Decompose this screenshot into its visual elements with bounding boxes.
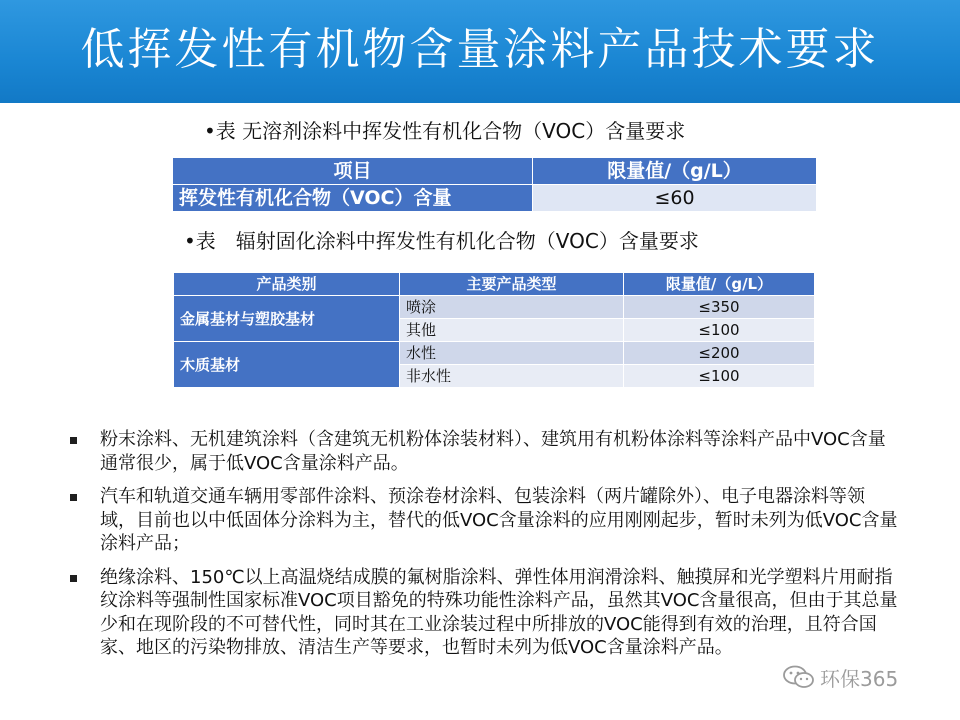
- table-cell: ≤60: [533, 185, 817, 212]
- table-row: [173, 185, 817, 212]
- square-bullet-icon: [70, 494, 77, 501]
- list-item: [70, 566, 900, 660]
- voc-table-radiation-curing: [173, 272, 815, 388]
- column-header: 主要产品类型: [400, 273, 624, 296]
- title-banner: [0, 0, 960, 103]
- table-header-row: [173, 158, 817, 185]
- watermark: [782, 664, 898, 690]
- category-cell: 金属基材与塑胶基材: [174, 296, 400, 342]
- wechat-icon: [782, 665, 816, 689]
- bullet-text: 粉末涂料、无机建筑涂料（含建筑无机粉体涂装材料）、建筑用有机粉体涂料等涂料产品中VOC含量通常很少，属于低VOC含量涂料产品。: [100, 429, 886, 474]
- table-header-row: [174, 273, 815, 296]
- table-cell: 挥发性有机化合物（VOC）含量: [173, 185, 533, 212]
- square-bullet-icon: [70, 575, 77, 582]
- table-cell: 其他: [400, 319, 624, 342]
- table-cell: ≤100: [624, 365, 815, 388]
- list-item: [70, 428, 900, 475]
- voc-table-solventless: [172, 157, 817, 212]
- table1-caption: •表 无溶剂涂料中挥发性有机化合物（VOC）含量要求: [204, 119, 686, 143]
- column-header: 产品类别: [174, 273, 400, 296]
- category-cell: 木质基材: [174, 342, 400, 388]
- table-cell: 喷涂: [400, 296, 624, 319]
- page-title: 低挥发性有机物含量涂料产品技术要求: [80, 24, 880, 75]
- table2-caption: •表 辐射固化涂料中挥发性有机化合物（VOC）含量要求: [184, 229, 699, 253]
- table-cell: ≤350: [624, 296, 815, 319]
- list-item: [70, 485, 900, 556]
- square-bullet-icon: [70, 437, 77, 444]
- table-cell: ≤100: [624, 319, 815, 342]
- table-cell: 非水性: [400, 365, 624, 388]
- bullet-list: [70, 428, 900, 670]
- column-header: 项目: [173, 158, 533, 185]
- bullet-text: 绝缘涂料、150℃以上高温烧结成膜的氟树脂涂料、弹性体用润滑涂料、触摸屏和光学塑料片用耐指纹涂料等强制性国家标准VOC项目豁免的特殊功能性涂料产品，虽然其VOC含量很高，但由于其总量少和在现阶段的不可替代性，同时其在工业涂装过程中所排放的VOC能得到有效的治理，且符合国家、地区的污染物排放、清洁生产等要求，也暂时未列为低VOC含量涂料产品。: [100, 566, 898, 658]
- table-cell: 水性: [400, 342, 624, 365]
- column-header: 限量值/（g/L）: [624, 273, 815, 296]
- bullet-text: 汽车和轨道交通车辆用零部件涂料、预涂卷材涂料、包装涂料（两片罐除外）、电子电器涂料等领域，目前也以中低固体分涂料为主，替代的低VOC含量涂料的应用刚刚起步，暂时未列为低VOC含量涂料产品；: [100, 486, 898, 554]
- table-row: [174, 342, 815, 365]
- watermark-text: 环保365: [820, 666, 899, 691]
- table-row: [174, 296, 815, 319]
- column-header: 限量值/（g/L）: [533, 158, 817, 185]
- table-cell: ≤200: [624, 342, 815, 365]
